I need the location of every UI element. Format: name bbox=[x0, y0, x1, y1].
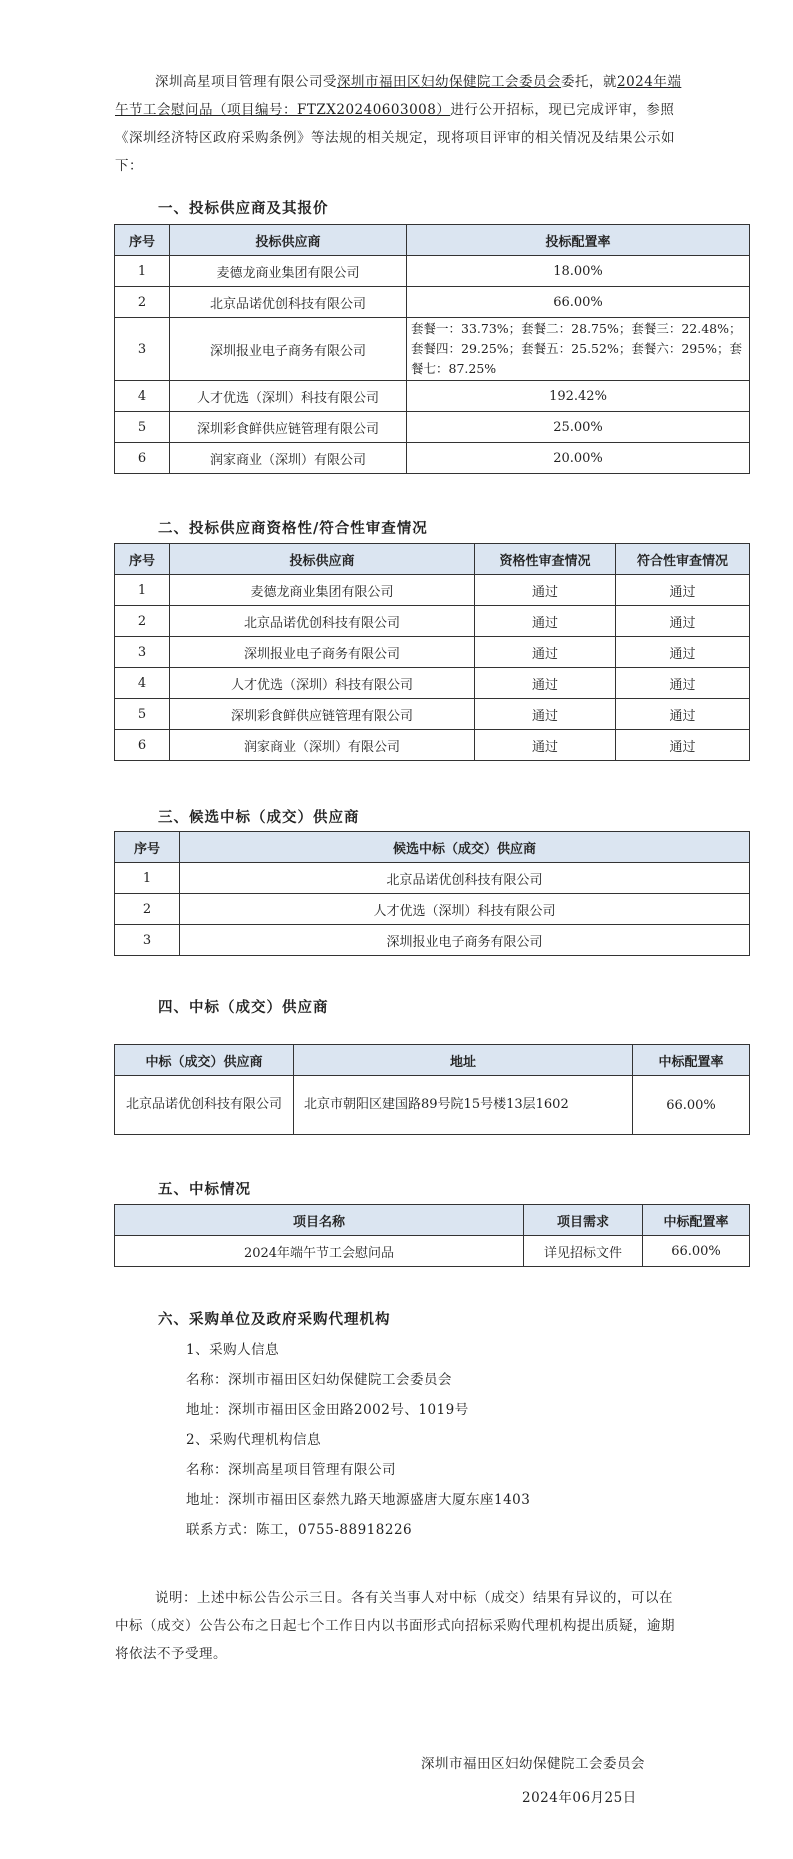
agency-name: 名称：深圳高星项目管理有限公司 bbox=[186, 1462, 396, 1478]
table-row: 6 润家商业（深圳）有限公司 20.00% bbox=[115, 443, 750, 474]
purchaser-info-heading: 1、采购人信息 bbox=[186, 1342, 280, 1358]
table-row: 1 麦德龙商业集团有限公司 18.00% bbox=[115, 256, 750, 287]
table-row: 2 人才优选（深圳）科技有限公司 bbox=[115, 894, 750, 925]
purchaser-address: 地址：深圳市福田区金田路2002号、1019号 bbox=[186, 1402, 469, 1418]
agency-address: 地址：深圳市福田区泰然九路天地源盛唐大厦东座1403 bbox=[186, 1492, 531, 1508]
note-paragraph: 说明：上述中标公告公示三日。各有关当事人对中标（成交）结果有异议的，可以在中标（成交）公告公布之日起七个工作日内以书面形式向招标采购代理机构提出质疑，逾期将依法不予受理。 bbox=[115, 1590, 675, 1662]
table-row: 北京品诺优创科技有限公司 北京市朝阳区建国路89号院15号楼13层1602 66.00% bbox=[115, 1076, 750, 1135]
table-row: 3 深圳报业电子商务有限公司 套餐一：33.73%；套餐二：28.75%；套餐三：22.48%；套餐四：29.25%；套餐五：25.52%；套餐六：295%；套餐七：87.25% bbox=[115, 318, 750, 381]
table-row: 2 北京品诺优创科技有限公司 66.00% bbox=[115, 287, 750, 318]
winner-table: 中标（成交）供应商 地址 中标配置率 北京品诺优创科技有限公司 北京市朝阳区建国路89号院15号楼13层1602 66.00% bbox=[114, 1044, 750, 1135]
section-2-title: 二、投标供应商资格性/符合性审查情况 bbox=[158, 520, 428, 537]
intro-paragraph: 深圳高星项目管理有限公司受深圳市福田区妇幼保健院工会委员会委托，就2024年端午节工会慰问品（项目编号：FTZX20240603008）进行公开招标，现已完成评审，参照《深圳经济特区政府采购条例》等法规的相关规定，现将项目评审的相关情况及结果公示如下： bbox=[115, 74, 682, 174]
section-3-title: 三、候选中标（成交）供应商 bbox=[158, 809, 360, 826]
agency-contact: 联系方式：陈工，0755-88918226 bbox=[186, 1522, 413, 1538]
issuer-name: 深圳市福田区妇幼保健院工会委员会 bbox=[421, 1756, 645, 1772]
qualification-table: 序号 投标供应商 资格性审查情况 符合性审查情况 1 麦德龙商业集团有限公司 通过 通过 2 北京品诺优创科技有限公司 通过 通过 3 深圳报业电子商务有限公司 通过 通过 4 人才优选（深圳）科技有限公司 通过 通过 5 深圳彩食鲜供应链管理有限公司 通过 通过 6 润家商业（深圳）有限公司 通过 通过 bbox=[114, 543, 750, 761]
table-row: 5 深圳彩食鲜供应链管理有限公司 25.00% bbox=[115, 412, 750, 443]
section-6-title: 六、采购单位及政府采购代理机构 bbox=[158, 1311, 391, 1328]
section-5-title: 五、中标情况 bbox=[158, 1181, 251, 1198]
col-header-supplier: 投标供应商 bbox=[170, 225, 407, 256]
section-1-title: 一、投标供应商及其报价 bbox=[158, 200, 329, 217]
table-row: 1 北京品诺优创科技有限公司 bbox=[115, 863, 750, 894]
section-4-title: 四、中标（成交）供应商 bbox=[158, 999, 329, 1016]
col-header-no: 序号 bbox=[115, 225, 170, 256]
table-row: 2 北京品诺优创科技有限公司 通过 通过 bbox=[115, 606, 750, 637]
table-row: 4 人才优选（深圳）科技有限公司 192.42% bbox=[115, 381, 750, 412]
purchaser-name: 名称：深圳市福田区妇幼保健院工会委员会 bbox=[186, 1372, 452, 1388]
agency-info-heading: 2、采购代理机构信息 bbox=[186, 1432, 322, 1448]
candidate-table: 序号 候选中标（成交）供应商 1 北京品诺优创科技有限公司 2 人才优选（深圳）科技有限公司 3 深圳报业电子商务有限公司 bbox=[114, 831, 750, 956]
table-row: 6 润家商业（深圳）有限公司 通过 通过 bbox=[115, 730, 750, 761]
table-row: 5 深圳彩食鲜供应链管理有限公司 通过 通过 bbox=[115, 699, 750, 730]
table-row: 1 麦德龙商业集团有限公司 通过 通过 bbox=[115, 575, 750, 606]
table-row: 2024年端午节工会慰问品 详见招标文件 66.00% bbox=[115, 1236, 750, 1267]
award-table: 项目名称 项目需求 中标配置率 2024年端午节工会慰问品 详见招标文件 66.00% bbox=[114, 1204, 750, 1267]
table-row: 4 人才优选（深圳）科技有限公司 通过 通过 bbox=[115, 668, 750, 699]
bid-price-table bbox=[114, 224, 750, 474]
issue-date: 2024年06月25日 bbox=[522, 1790, 637, 1806]
col-header-rate: 投标配置率 bbox=[407, 225, 750, 256]
table-row: 3 深圳报业电子商务有限公司 通过 通过 bbox=[115, 637, 750, 668]
table-row: 3 深圳报业电子商务有限公司 bbox=[115, 925, 750, 956]
